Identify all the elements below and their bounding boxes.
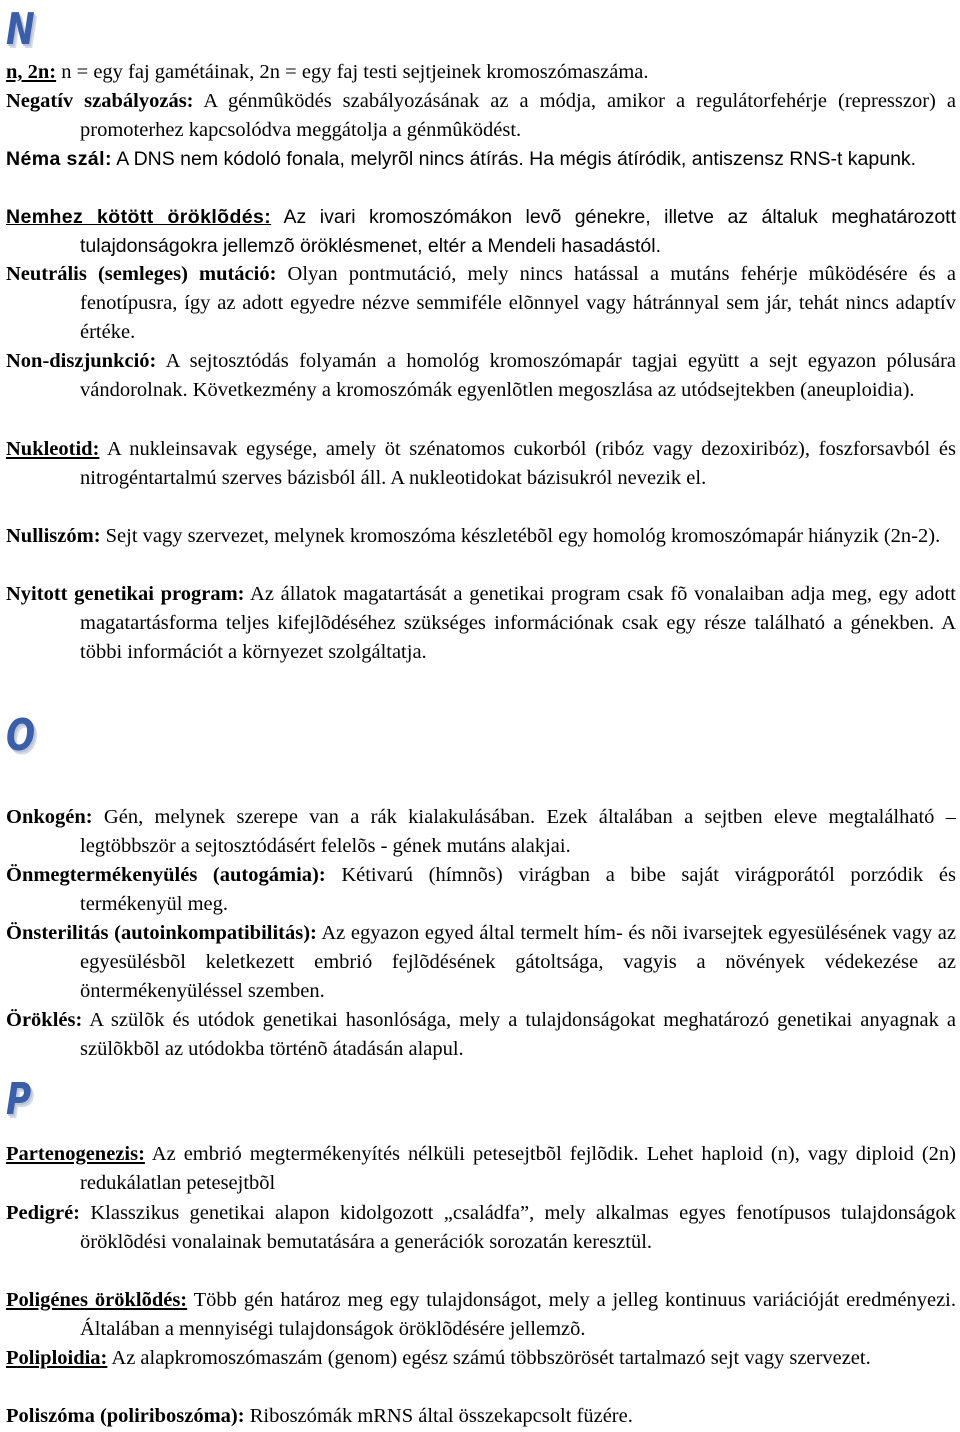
section-letter-n: N [6, 4, 35, 55]
entry-definition: A sejtosztódás folyamán a homológ kromoszómapár tagjai együtt a sejt egyazon pólusára vándorolnak. Következmény a kromoszómák egyenlõtlen megoszlása az utódsejtekben (aneuploidia). [80, 350, 956, 401]
entry-definition: Több gén határoz meg egy tulajdonságot, mely a jelleg kontinuus variációját eredményezi. Általában a mennyiségi tulajdonságok öröklõdésére jellemzõ. [80, 1289, 956, 1340]
entry-definition: A nukleinsavak egysége, amely öt szénatomos cukorból (ribóz vagy dezoxiribóz), foszforsavból és nitrogéntartalmú szerves bázisból áll. A nukleotidokat bázisukról nevezik el. [80, 438, 956, 489]
entry-definition: n = egy faj gamétáinak, 2n = egy faj testi sejtjeinek kromoszómaszáma. [56, 61, 649, 83]
glossary-entry-oroklés [6, 1006, 956, 1064]
glossary-entry-poliszoma [6, 1402, 956, 1431]
entry-definition: Olyan pontmutáció, mely nincs hatással a mutáns fehérje mûködésére és a fenotípusra, így az adott egyedre nézve semmiféle elõnnyel vagy hátránnyal sem jár, tehát nincs adaptív értéke. [80, 263, 957, 343]
entry-term: Pedigré: [6, 1202, 80, 1224]
glossary-entry-nema-szal [6, 145, 956, 174]
glossary-entry-non-diszjunkcio [6, 347, 956, 405]
entry-term: Nyitott genetikai program: [6, 583, 245, 605]
entry-definition: Az állatok magatartását a genetikai program csak fõ vonalaiban adja meg, egy adott magatartásforma teljes kifejlõdéséhez szükséges információnak csak egy része található a génekben. A többi információt a környezet szolgáltatja. [80, 583, 956, 663]
entry-definition: Gén, melynek szerepe van a rák kialakulásában. Ezek általában a sejtben eleve megtalálható – legtöbbször a sejtosztódásért felelõs - gének mutáns alakjai. [80, 806, 956, 857]
entry-term: Néma szál: [6, 148, 112, 170]
glossary-entry-pedigre [6, 1199, 956, 1257]
entry-definition: Az alapkromoszómaszám (genom) egész számú többszörösét tartalmazó sejt vagy szervezet. [107, 1347, 871, 1369]
glossary-entry-onsterilitas [6, 919, 956, 1006]
entry-term: Negatív szabályozás: [6, 90, 194, 112]
glossary-entry-partenogenezis [6, 1140, 956, 1198]
entry-term: Öröklés: [6, 1009, 83, 1031]
glossary-entry-negativ-szabalyozas [6, 87, 956, 145]
glossary-entry-nemhez-kotott-oroklodes [6, 203, 956, 261]
entry-term: Poliszóma (poliriboszóma): [6, 1405, 245, 1427]
entry-definition: A DNS nem kódoló fonala, melyrõl nincs átírás. Ha mégis átíródik, antiszensz RNS-t kapunk. [111, 148, 917, 170]
entry-term: Önsterilitás (autoinkompatibilitás): [6, 922, 317, 944]
section-letter-p: P [6, 1074, 32, 1125]
entry-term: Onkogén: [6, 806, 93, 828]
entry-definition: Az egyazon egyed által termelt hím- és nõi ivarsejtek egyesülésének vagy az egyesülésbõl keletkezett embrió fejlõdésének gátoltsága, vagyis a növények védekezése az öntermékenyüléssel szemben. [80, 922, 956, 1002]
entry-definition: Az ivari kromoszómákon levõ génekre, illetve az általuk meghatározott tulajdonságokra jellemzõ öröklésmenet, eltér a Mendeli hasadástól. [80, 206, 957, 257]
entry-definition: Az embrió megtermékenyítés nélküli petesejtbõl fejlõdik. Lehet haploid (n), vagy diploid (2n) redukálatlan petesejtbõl [80, 1143, 956, 1194]
entry-definition: Sejt vagy szervezet, melynek kromoszóma készletébõl egy homológ kromoszómapár hiányzik (2n-2). [100, 525, 941, 547]
entry-term: Neutrális (semleges) mutáció: [6, 263, 277, 285]
glossary-entry-n-2n [6, 58, 956, 87]
glossary-entry-nyitott-genetikai-program [6, 580, 956, 667]
glossary-entry-poliploidia [6, 1344, 956, 1373]
entry-term: Nemhez kötött öröklõdés: [6, 206, 272, 228]
entry-definition: Kétivarú (hímnõs) virágban a bibe saját virágporától porzódik és termékenyül meg. [80, 864, 956, 915]
glossary-entry-nukleotid [6, 435, 956, 493]
entry-definition: Riboszómák mRNS által összekapcsolt füzére. [244, 1405, 633, 1427]
glossary-entry-poligenes-oroklodes [6, 1286, 956, 1344]
entry-term: Nukleotid: [6, 438, 100, 460]
entry-term: Partenogenezis: [6, 1143, 145, 1165]
entry-term: Non-diszjunkció: [6, 350, 157, 372]
entry-term: n, 2n: [6, 61, 57, 83]
entry-definition: A génmûködés szabályozásának az a módja, amikor a regulátorfehérje (represszor) a promoterhez kapcsolódva meggátolja a génmûködést. [80, 90, 956, 141]
glossary-entry-onmegtermekenyules [6, 861, 956, 919]
glossary-entry-nulliszom [6, 522, 956, 551]
glossary-entry-neutralis-mutacio [6, 260, 956, 347]
entry-term: Poliploidia: [6, 1347, 108, 1369]
entry-term: Nulliszóm: [6, 525, 101, 547]
entry-term: Poligénes öröklõdés: [6, 1289, 188, 1311]
section-letter-o: O [6, 710, 36, 761]
entry-definition: Klasszikus genetikai alapon kidolgozott „családfa”, mely alkalmas egyes fenotípusos tulajdonságok öröklõdési vonalainak bemutatására a generációk sorozatán keresztül. [80, 1202, 956, 1253]
glossary-entry-onkogen [6, 803, 956, 861]
entry-term: Önmegtermékenyülés (autogámia): [6, 864, 326, 886]
entry-definition: A szülõk és utódok genetikai hasonlósága, mely a tulajdonságokat meghatározó genetikai anyagnak a szülõkbõl az utódokba történõ átadásán alapul. [80, 1009, 956, 1060]
